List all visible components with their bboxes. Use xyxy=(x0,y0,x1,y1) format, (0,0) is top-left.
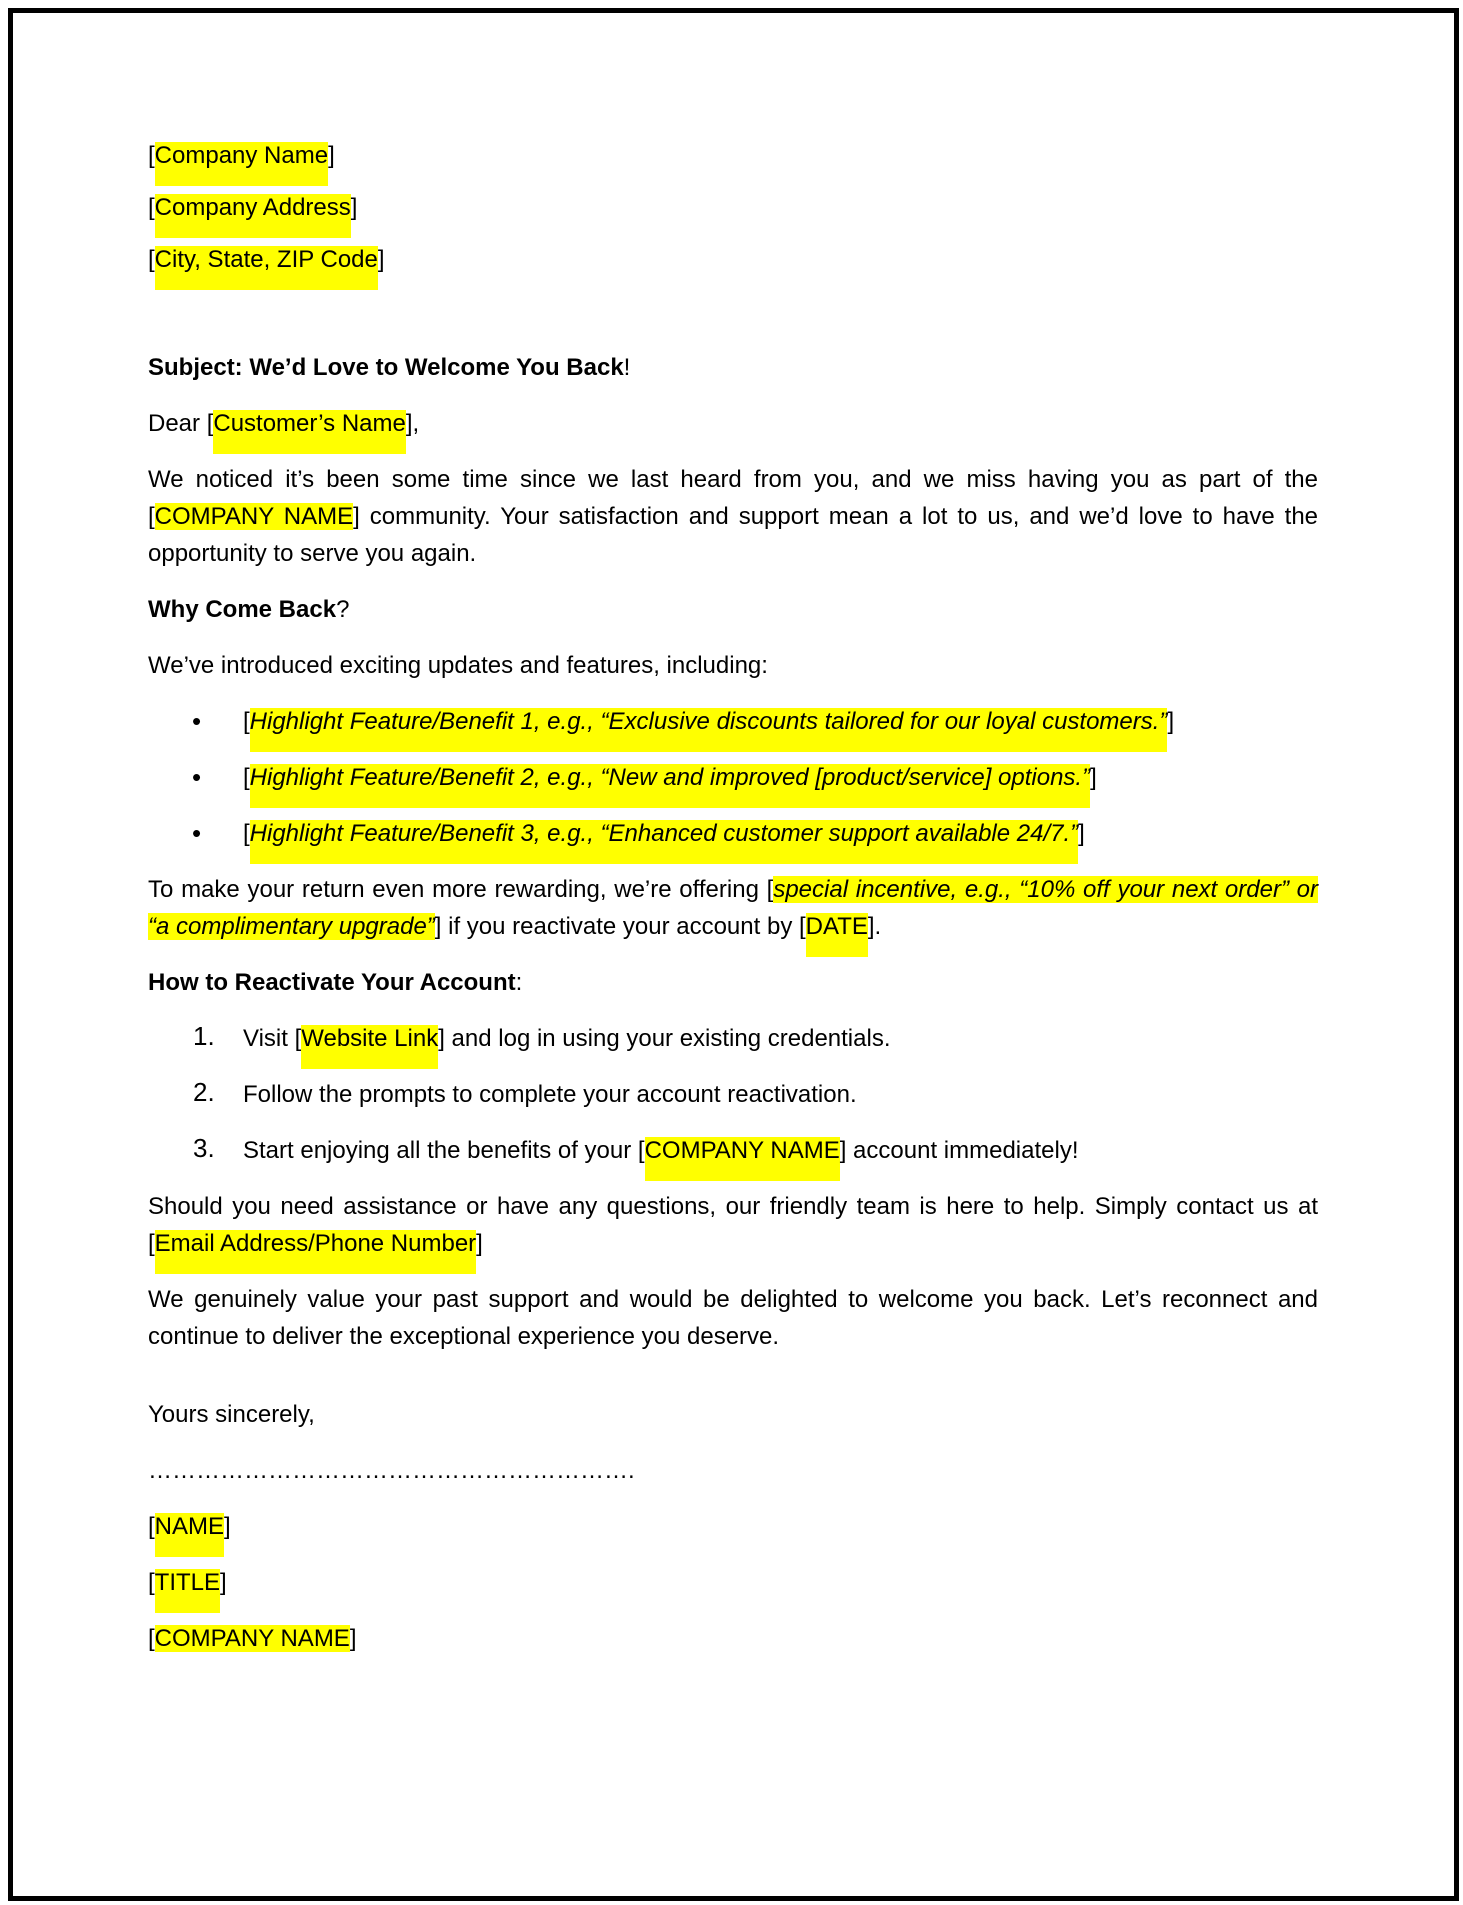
feature-placeholder: Highlight Feature/Benefit 2, e.g., “New and improved [product/service] options.” xyxy=(250,764,1090,808)
step-text: ] account immediately! xyxy=(839,1137,1079,1164)
sender-address-block xyxy=(148,137,1318,278)
contact-placeholder: Email Address/Phone Number xyxy=(155,1230,477,1274)
company-name-placeholder: COMPANY NAME xyxy=(154,1625,350,1652)
signature-title-line: [TITLE] xyxy=(148,1564,1318,1601)
intro-paragraph xyxy=(148,461,1318,572)
features-lead: We’ve introduced exciting updates and features, including: xyxy=(148,652,768,679)
signature-name-line: [NAME] xyxy=(148,1508,1318,1545)
company-address-line: [Company Address] xyxy=(148,189,1318,226)
date-placeholder: DATE xyxy=(806,913,868,957)
intro-part2: ] community. Your satisfaction and support mean a lot to us, and we’d love to have the opportunity to serve you again. xyxy=(148,503,1319,567)
subject-punct: ! xyxy=(623,354,631,381)
greeting-line xyxy=(148,405,1318,442)
greeting-suffix: ], xyxy=(405,410,420,437)
step-number: 2. xyxy=(193,1077,215,1107)
why-heading-punct: ? xyxy=(336,596,350,623)
company-name-line: [Company Name] xyxy=(148,137,1318,174)
intro-part1: We noticed it’s been some time since we last heard from you, and we miss having you as part of the [ xyxy=(148,466,1318,530)
feature-placeholder: Highlight Feature/Benefit 1, e.g., “Exclusive discounts tailored for our loyal customers.” xyxy=(250,708,1168,752)
incentive-placeholder: special incentive, e.g., “10% off your next order” or “a complimentary upgrade” xyxy=(148,876,1319,940)
company-name-placeholder: COMPANY NAME xyxy=(645,1137,840,1181)
features-list xyxy=(148,703,1318,852)
city-state-zip-line: [City, State, ZIP Code] xyxy=(148,241,1318,278)
greeting-prefix: Dear [ xyxy=(148,410,214,437)
signature-company-line: [COMPANY NAME] xyxy=(148,1625,357,1652)
bullet-icon: • xyxy=(192,706,202,736)
step-text: Start enjoying all the benefits of your [ xyxy=(243,1137,645,1164)
step-text: Follow the prompts to complete your account reactivation. xyxy=(243,1081,857,1108)
company-name-placeholder: Company Name xyxy=(155,142,328,186)
step-text: ] and log in using your existing credentials. xyxy=(438,1025,891,1052)
reactivate-heading-punct: : xyxy=(515,969,523,996)
list-item xyxy=(148,1132,1318,1169)
offer-part3: ]. xyxy=(867,913,882,940)
offer-part1: To make your return even more rewarding, we’re offering [ xyxy=(148,876,774,903)
offer-paragraph xyxy=(148,871,1318,945)
step-text: Visit [ xyxy=(243,1025,302,1052)
closing-paragraph: We genuinely value your past support and would be delighted to welcome you back. Let’s reconnect and continue to deliver the exceptional experience you deserve. xyxy=(148,1286,1318,1350)
assistance-paragraph xyxy=(148,1188,1318,1262)
list-item xyxy=(148,1076,1318,1113)
list-item: • [Highlight Feature/Benefit 1, e.g., “Exclusive discounts tailored for our loyal customers.”] xyxy=(148,703,1318,740)
step-number: 3. xyxy=(193,1133,215,1163)
bullet-icon: • xyxy=(192,818,202,848)
intro-company-placeholder: COMPANY NAME xyxy=(154,503,354,530)
offer-part2: ] if you reactivate your account by [ xyxy=(434,913,806,940)
step-number: 1. xyxy=(193,1021,215,1051)
reactivation-steps xyxy=(148,1020,1318,1169)
letter-body xyxy=(148,137,1318,1676)
bullet-icon: • xyxy=(192,762,202,792)
signature-line: ……………………………………………………. xyxy=(148,1457,635,1484)
why-heading xyxy=(148,591,1318,628)
list-item: • [Highlight Feature/Benefit 2, e.g., “New and improved [product/service] options.”] xyxy=(148,759,1318,796)
list-item xyxy=(148,1020,1318,1057)
subject-text: Subject: We’d Love to Welcome You Back xyxy=(148,354,624,381)
website-link-placeholder: Website Link xyxy=(301,1025,438,1069)
customer-name-placeholder: Customer’s Name xyxy=(213,410,406,454)
reactivate-heading xyxy=(148,964,1318,1001)
why-heading-text: Why Come Back xyxy=(148,596,337,623)
signoff: Yours sincerely, xyxy=(148,1401,315,1428)
list-item: • [Highlight Feature/Benefit 3, e.g., “Enhanced customer support available 24/7.”] xyxy=(148,815,1318,852)
title-placeholder: TITLE xyxy=(155,1569,220,1613)
reactivate-heading-text: How to Reactivate Your Account xyxy=(148,969,516,996)
company-address-placeholder: Company Address xyxy=(155,194,351,238)
name-placeholder: NAME xyxy=(155,1513,224,1557)
city-state-zip-placeholder: City, State, ZIP Code xyxy=(155,246,378,290)
assistance-part1: Should you need assistance or have any questions, our friendly team is here to help. Simply contact us at [ xyxy=(148,1193,1318,1257)
feature-placeholder: Highlight Feature/Benefit 3, e.g., “Enhanced customer support available 24/7.” xyxy=(250,820,1078,864)
assistance-part2: ] xyxy=(476,1230,483,1257)
subject-line xyxy=(148,349,1318,386)
